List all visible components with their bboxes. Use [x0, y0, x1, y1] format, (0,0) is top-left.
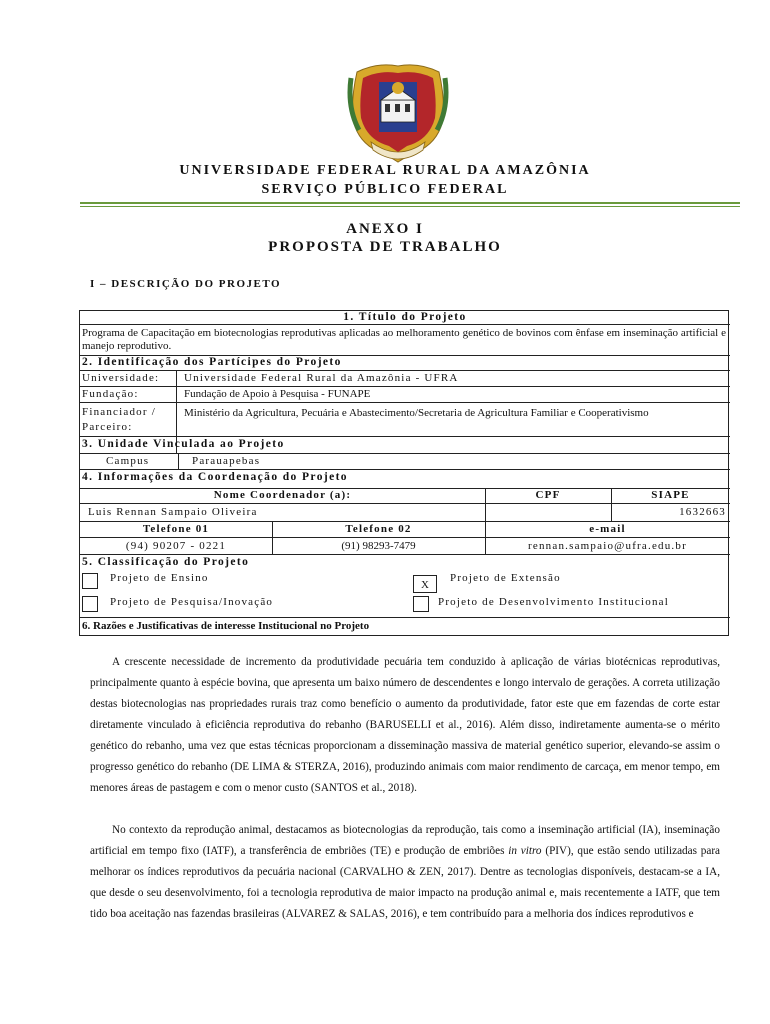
university-name: UNIVERSIDADE FEDERAL RURAL DA AMAZÔNIA: [179, 163, 591, 178]
section-1-title: 1. Título do Projeto: [343, 311, 467, 323]
desenvolvimento-checkbox[interactable]: [413, 596, 429, 612]
telefone-01-header: Telefone 01: [142, 523, 210, 535]
coordenador-name: Luis Rennan Sampaio Oliveira: [88, 506, 258, 518]
pesquisa-checkbox[interactable]: [82, 596, 98, 612]
telefone-02-header: Telefone 02: [345, 523, 412, 535]
siape-header: SIAPE: [651, 489, 690, 501]
email-value: rennan.sampaio@ufra.edu.br: [528, 540, 687, 552]
annex-title: ANEXO I: [346, 221, 424, 237]
project-form: [79, 310, 729, 636]
campus-value: Parauapebas: [192, 455, 261, 467]
extensao-label: Projeto de Extensão: [450, 572, 561, 584]
justification-paragraph-2: [90, 820, 720, 925]
service-name: SERVIÇO PÚBLICO FEDERAL: [261, 182, 509, 197]
fundacao-label: Fundação:: [82, 388, 139, 400]
section-title: I – DESCRIÇÃO DO PROJETO: [90, 278, 282, 290]
coordenador-header: Nome Coordenador (a):: [213, 489, 352, 501]
universidade-label: Universidade:: [82, 372, 160, 384]
section-6-title: 6. Razões e Justificativas de interesse Institucional no Projeto: [82, 620, 370, 632]
header-rule-thin: [80, 206, 740, 207]
fundacao-value: Fundação de Apoio à Pesquisa - FUNAPE: [184, 388, 371, 400]
pesquisa-label: Projeto de Pesquisa/Inovação: [110, 596, 274, 608]
section-4-title: 4. Informações da Coordenação do Projeto: [82, 471, 348, 483]
telefone-02-value: (91) 98293-7479: [341, 540, 416, 552]
campus-label: Campus: [106, 455, 150, 467]
universidade-value: Universidade Federal Rural da Amazônia - UFRA: [184, 372, 459, 384]
section-5-title: 5. Classificação do Projeto: [82, 556, 250, 568]
desenvolvimento-label: Projeto de Desenvolvimento Institucional: [438, 596, 669, 608]
extensao-checkbox[interactable]: X: [413, 575, 437, 593]
email-header: e-mail: [589, 523, 626, 535]
section-3-title: 3. Unidade Vinculada ao Projeto: [82, 438, 285, 450]
header-rule: [80, 202, 740, 204]
parceiro-label: Parceiro:: [82, 421, 133, 433]
cpf-header: CPF: [535, 489, 561, 501]
justification-paragraph-1: A crescente necessidade de incremento da produtividade pecuária tem conduzido à aplicação de várias biotécnicas reprodutivas, principalmente quanto à espécie bovina, que apresenta um baixo número de descendentes e longo intervalo de gerações. A correta utilização destas biotecnologias nas propriedades rurais traz como benefício o aumento da produtividade, fator este que em fazendas de corte estar diretamente vinculado à eficiência reprodutiva do rebanho (BARUSELLI et al., 2016). Além disso, indiretamente aumenta-se o mérito genético do rebanho, uma vez que estas técnicas proporcionam a disseminação massiva de material genético superior, elevando-se assim o progresso genético do rebanho (DE LIMA & STERZA, 2016), produzindo animais com maior rendimento de carcaça, em menor tempo, em menores áreas de pastagem e com o menor custo (SANTOS et al., 2018).: [90, 656, 720, 794]
ensino-label: Projeto de Ensino: [110, 572, 209, 584]
paragraph-2-part-a: No contexto da reprodução animal, destacamos as biotecnologias da reprodução, tais como a inseminação artificial (IA), inseminação artificial em tempo fixo (IATF), a transferência de embriões (TE) e produção de embriões: [90, 824, 720, 857]
telefone-01-value: (94) 90207 - 0221: [125, 540, 227, 552]
section-2-title: 2. Identificação dos Partícipes do Projeto: [82, 356, 342, 368]
ensino-checkbox[interactable]: [82, 573, 98, 589]
university-crest-icon: [345, 58, 451, 168]
siape-value: 1632663: [679, 506, 726, 518]
paragraph-2-part-b: (PIV), que estão sendo utilizadas para melhorar os índices reprodutivos da pecuária nacional (CARVALHO & ZEN, 2017). Dentre as tecnologias disponíveis, destacam-se a IA, que desde o seu desenvolvimento, foi a tecnologia reprodutiva de maior impacto na produção animal e, mais recentemente a IATF, que tem tido boa aceitação nas fazendas brasileiras (ALVAREZ & SALAS, 2016), e tem contribuído para a melhoria dos índices reprodutivos e: [90, 845, 721, 920]
project-title-value: Programa de Capacitação em biotecnologias reprodutivas aplicadas ao melhoramento genético de bovinos com ênfase em inseminação artificial e manejo reprodutivo.: [82, 327, 726, 352]
financiador-value: Ministério da Agricultura, Pecuária e Abastecimento/Secretaria de Agricultura Familiar e Cooperativismo: [184, 407, 649, 419]
paragraph-2-italic: in vitro: [508, 845, 542, 857]
proposal-title: PROPOSTA DE TRABALHO: [268, 239, 502, 255]
financiador-label: Financiador /: [82, 406, 156, 418]
